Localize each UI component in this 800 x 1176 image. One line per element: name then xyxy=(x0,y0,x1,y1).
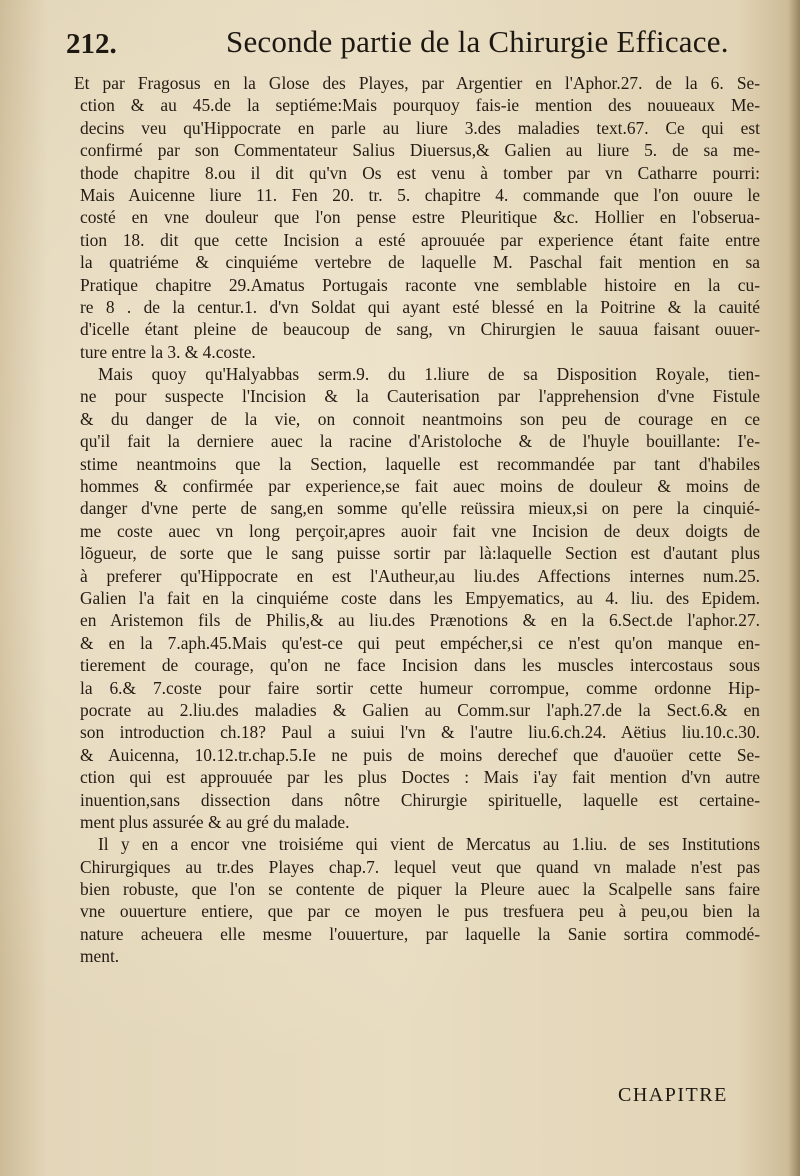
body-text xyxy=(74,72,760,968)
text-line: bien robuste, que l'on se contente de piquer la Pleure auec la Scalpelle sans faire xyxy=(80,879,760,900)
text-line: hommes & confirmée par experience,se fait auec moins de douleur & moins de xyxy=(80,476,760,497)
text-line: & Auicenna, 10.12.tr.chap.5.Ie ne puis de moins derechef que d'auoüer cette Se- xyxy=(80,744,760,765)
text-line: vne ouuerture entiere, que par ce moyen le pus tresfuera peu à peu,ou bien la xyxy=(80,901,760,922)
text-line: la 6.& 7.coste pour faire sortir cette humeur corrompue, comme ordonne Hip- xyxy=(80,677,760,698)
text-line: qu'il fait la derniere auec la racine d'Aristoloche & de l'huyle bouillante: I'e- xyxy=(80,431,760,452)
text-line: Mais quoy qu'Halyabbas serm.9. du 1.liure de sa Disposition Royale, tien- xyxy=(98,364,760,385)
text-line: me coste auec vn long perçoir,apres auoir fait vne Incision de deux doigts de xyxy=(80,520,760,541)
text-line: tierement de courage, qu'on ne face Incision dans les muscles intercostaus sous xyxy=(80,655,760,676)
text-line: danger d'vne perte de sang,en somme qu'elle reüssira mieux,si on pere la cinquié- xyxy=(80,498,760,519)
text-line: à preferer qu'Hippocrate en est l'Autheur,au liu.des Affections internes num.25. xyxy=(80,565,760,586)
text-line: thode chapitre 8.ou il dit qu'vn Os est venu à tomber par vn Catharre pourri: xyxy=(80,162,760,183)
page-header xyxy=(66,24,746,64)
text-line: nature acheuera elle mesme l'ouuerture, par laquelle la Sanie sortira commodé- xyxy=(80,923,760,944)
text-line: son introduction ch.18? Paul a suiui l'vn & l'autre liu.6.ch.24. Aëtius liu.10.c.30. xyxy=(80,722,760,743)
text-line: ction & au 45.de la septiéme:Mais pourquoy fais-ie mention des nouueaux Me- xyxy=(80,95,760,116)
text-line: Il y en a encor vne troisiéme qui vient de Mercatus au 1.liu. de ses Institutions xyxy=(98,834,760,855)
text-line: en Aristemon fils de Philis,& au liu.des Prænotions & en la 6.Sect.de l'aphor.27. xyxy=(80,610,760,631)
running-title: Seconde partie de la Chirurgie Efficace. xyxy=(226,24,729,59)
text-line: Galien l'a fait en la cinquiéme coste dans les Empyematics, au 4. liu. des Epidem. xyxy=(80,587,760,608)
text-line: ction qui est approuuée par les plus Doctes : Mais i'ay fait mention d'vn autre xyxy=(80,767,760,788)
text-line: Mais Auicenne liure 11. Fen 20. tr. 5. chapitre 4. commande que l'on ouure le xyxy=(80,184,760,205)
text-line: la quatriéme & cinquiéme vertebre de laquelle M. Paschal fait mention en sa xyxy=(80,252,760,273)
text-line: re 8 . de la centur.1. d'vn Soldat qui ayant esté blessé en la Poitrine & la cauité xyxy=(80,296,760,317)
text-line: ment. xyxy=(80,946,120,967)
text-line: inuention,sans dissection dans nôtre Chirurgie spirituelle, laquelle est certaine- xyxy=(80,789,760,810)
text-line: confirmé par son Commentateur Salius Diuersus,& Galien au liure 5. de sa me- xyxy=(80,140,760,161)
text-line: lõgueur, de sorte que le sang puisse sortir par là:laquelle Section est d'autant plus xyxy=(80,543,760,564)
text-line: ment plus assurée & au gré du malade. xyxy=(80,811,350,832)
text-line: & du danger de la vie, on connoit neantmoins son peu de courage en ce xyxy=(80,408,760,429)
text-line: ne pour suspecte l'Incision & la Cauterisation par l'apprehension d'vne Fistule xyxy=(80,386,760,407)
page-edge-shadow xyxy=(788,0,800,1176)
text-line: ture entre la 3. & 4.coste. xyxy=(80,341,256,362)
text-line: costé en vne douleur que l'on pense estre Pleuritique &c. Hollier en l'obserua- xyxy=(80,207,760,228)
catchword: CHAPITRE xyxy=(618,1084,728,1106)
text-line: stime neantmoins que la Section, laquelle est recommandée par tant d'habiles xyxy=(80,453,760,474)
text-line: Et par Fragosus en la Glose des Playes, par Argentier en l'Aphor.27. de la 6. Se- xyxy=(74,73,760,93)
text-line: d'icelle étant pleine de beaucoup de sang, vn Chirurgien le sauua faisant ouuer- xyxy=(80,319,760,340)
text-line: decins veu qu'Hippocrate en parle au liure 3.des maladies text.67. Ce qui est xyxy=(80,117,760,138)
text-line: Pratique chapitre 29.Amatus Portugais raconte vne semblable histoire en la cu- xyxy=(80,274,760,295)
text-line: tion 18. dit que cette Incision a esté aprouuée par experience étant faite entre xyxy=(80,229,760,250)
text-line: & en la 7.aph.45.Mais qu'est-ce qui peut empécher,si ce n'est qu'on manque en- xyxy=(80,632,760,653)
page-number: 212. xyxy=(66,28,117,60)
text-line: pocrate au 2.liu.des maladies & Galien au Comm.sur l'aph.27.de la Sect.6.& en xyxy=(80,699,760,720)
text-line: Chirurgiques au tr.des Playes chap.7. lequel veut que quand vn malade n'est pas xyxy=(80,856,760,877)
